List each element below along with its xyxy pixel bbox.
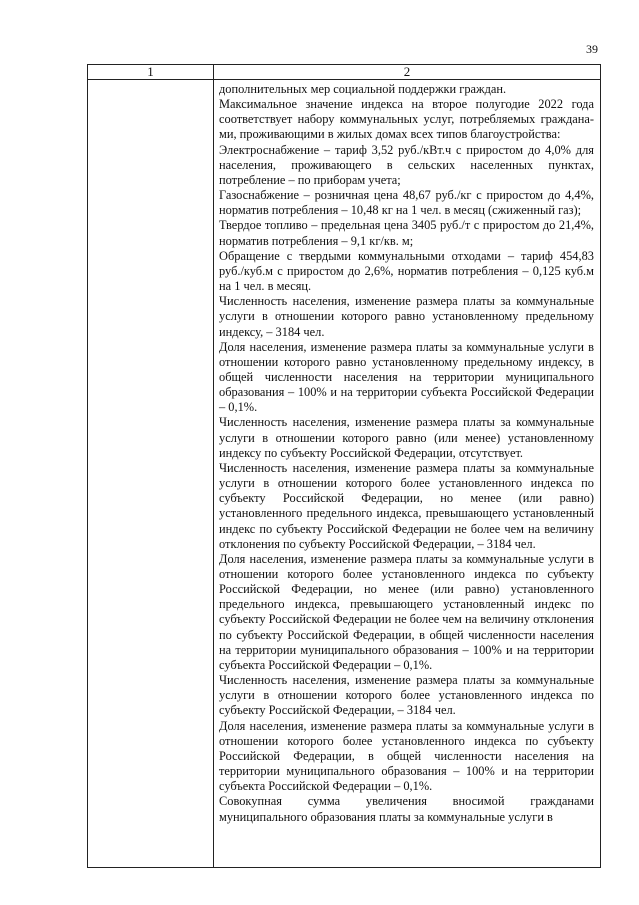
paragraph: Численность населения, изменение размера платы за коммунальные услуги в отношении которого более установленного индекса по субъекту Российской Федерации, но менее (или равно) установленного предельного индекса, превышающего установленный индекс по субъекту Российской Федерации не более чем на величину отклонения по субъекту Российской Федерации, – 3184 чел. [219,460,594,551]
paragraph: Обращение с твердыми коммунальными отходами – тариф 454,83 руб./куб.м с приростом до 2,6%, норматив потребления – 0,125 куб.м на 1 чел. в месяц. [219,248,594,294]
paragraph: Численность населения, изменение размера платы за коммунальные услуги в отношении которого более установленного индекса по субъекту Российской Федерации, – 3184 чел. [219,673,594,718]
table-header-row [88,65,601,80]
paragraph: Численность населения, изменение размера платы за коммунальные услуги в отношении которого равно установленному предельному индексу, – 3184 чел. [219,294,594,339]
column-header-1: 1 [88,65,214,80]
document-table [87,64,601,868]
paragraph: Доля населения, изменение размера платы за коммунальные услуги в отношении которого более установленного индекса по субъекту Российской Федерации, в общей численности населения на территории муниципального образования – 100% и на территории субъекта Российской Федерации – 0,1%. [219,718,594,794]
paragraph: Доля населения, изменение размера платы за коммунальные услуги в отношении которого более установленного индекса по субъекту Российской Федерации, но менее (или равно) установленного предельного индекса, превышающего установленный индекс по субъекту Российской Федерации не более чем на величину отклонения по субъекту Российской Федерации, в общей численности населения на территории муниципального образования – 100% и на территории субъекта Российской Федерации – 0,1%. [219,551,595,672]
empty-cell [88,80,214,868]
paragraph: Численность населения, изменение размера платы за коммунальные услуги в отношении которого равно (или менее) установленному индексу по субъекту Российской Федерации, отсутствует. [219,415,594,460]
table-row [88,80,601,868]
paragraph: Доля населения, изменение размера платы за коммунальные услуги в отношении которого равно установленному предельному индексу, в общей численности населения на территории муниципального образования – 100% и на территории субъекта Российской Федерации – 0,1%. [219,339,594,415]
paragraph: дополнительных мер социальной поддержки граждан. [219,82,507,96]
content-cell [214,80,601,868]
page-number: 39 [586,42,598,56]
column-header-2: 2 [214,65,601,80]
paragraph: Твердое топливо – предельная цена 3405 руб./т с приростом до 21,4%, норматив потребления – 9,1 кг/кв. м; [219,218,594,248]
paragraph: Максимальное значение индекса на второе полугодие 2022 года соответствует набору коммунальных услуг, потребляемых граждана-ми, проживающими в жилых домах всех типов благоустройства: [219,97,594,142]
paragraph: Газоснабжение – розничная цена 48,67 руб./кг с приростом до 4,4%, норматив потребления – 10,48 кг на 1 чел. в месяц (сжиженный газ); [219,188,594,218]
paragraph: Электроснабжение – тариф 3,52 руб./кВт.ч с приростом до 4,0% для населения, проживающего в сельских населенных пунктах, потребление – по приборам учета; [219,142,594,187]
paragraph: Совокупная сумма увеличения вносимой гражданами муниципального образования платы за коммунальные услуги в [219,794,594,824]
